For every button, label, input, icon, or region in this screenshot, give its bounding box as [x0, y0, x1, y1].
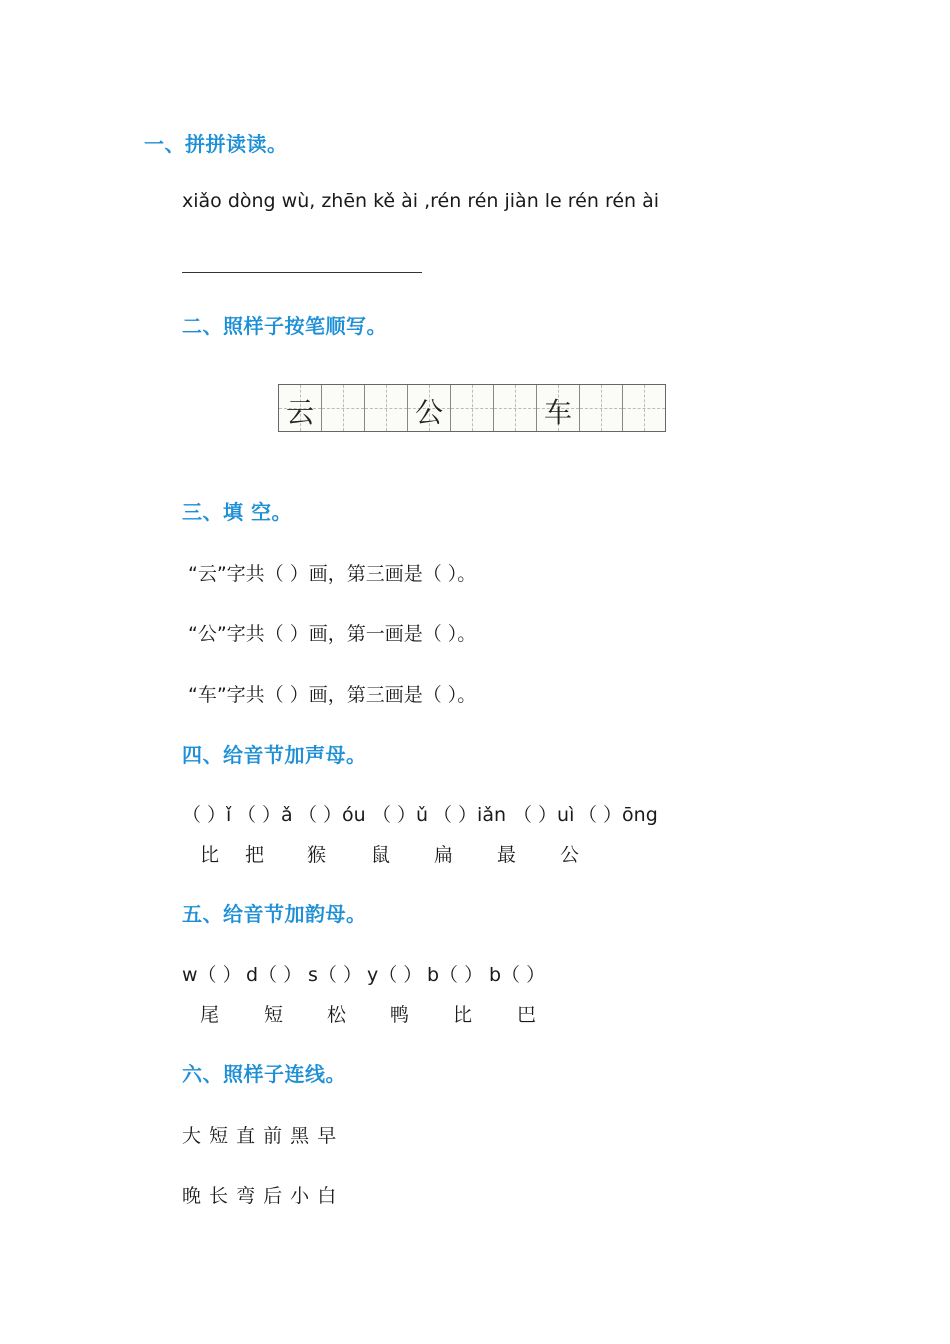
syllable-blank: b（ ）: [427, 964, 484, 986]
grid-char: 车: [543, 396, 572, 429]
section-4-title: 四、给音节加声母。: [182, 743, 367, 767]
hanzi: 公: [560, 844, 580, 866]
hanzi: 鼠: [371, 844, 391, 866]
grid-cell: [365, 385, 408, 431]
syllable-blank: d（ ）: [246, 964, 303, 986]
syllable-blank: b（ ）: [489, 964, 546, 986]
section-1-title: 一、拼拼读读。: [144, 132, 288, 156]
syllable-blank: （ ）ōng: [578, 804, 658, 826]
hanzi: 短: [264, 1004, 284, 1026]
hanzi: 扁: [434, 844, 454, 866]
word-row-2: 晚 长 弯 后 小 白: [182, 1185, 338, 1207]
fill-line-2: “公”字共（ ）画，第一画是（ ）。: [188, 623, 477, 645]
syllable-blank: s（ ）: [308, 964, 362, 986]
hanzi: 比: [200, 844, 220, 866]
hanzi: 松: [327, 1004, 347, 1026]
fill-line-3: “车”字共（ ）画，第三画是（ ）。: [188, 684, 477, 706]
grid-cell: [279, 385, 322, 431]
syllable-blank: （ ）iǎn: [433, 804, 507, 826]
stroke-order-grid: [278, 384, 666, 432]
syllable-blank: w（ ）: [182, 964, 242, 986]
grid-cell: [451, 385, 494, 431]
hanzi: 鸭: [390, 1004, 410, 1026]
grid-cell: [494, 385, 537, 431]
grid-cell: [322, 385, 365, 431]
section-2-title: 二、照样子按笔顺写。: [182, 314, 387, 338]
grid-char: 云: [285, 396, 314, 429]
word-row-1: 大 短 直 前 黑 早: [182, 1125, 338, 1147]
hanzi: 尾: [200, 1004, 220, 1026]
grid-cell: [623, 385, 665, 431]
hanzi: 猴: [307, 844, 327, 866]
grid-cell: [580, 385, 623, 431]
hanzi: 把: [245, 844, 265, 866]
syllable-blank: （ ）uì: [513, 804, 575, 826]
section-6-title: 六、照样子连线。: [182, 1062, 346, 1086]
answer-line: [182, 272, 422, 273]
hanzi: 比: [453, 1004, 473, 1026]
section-5-title: 五、给音节加韵母。: [182, 902, 367, 926]
syllable-blank: （ ）óu: [298, 804, 366, 826]
hanzi: 巴: [517, 1004, 537, 1026]
grid-cell: [537, 385, 580, 431]
section-3-title: 三、填 空。: [182, 500, 292, 524]
hanzi: 最: [497, 844, 517, 866]
syllable-blank: （ ）ǎ: [237, 804, 293, 826]
fill-line-1: “云”字共（ ）画，第三画是（ ）。: [188, 563, 477, 585]
pinyin-sentence: xiǎo dòng wù, zhēn kě ài ,rén rén jiàn le rén rén ài: [182, 190, 660, 212]
grid-char: 公: [414, 396, 443, 429]
grid-cell: [408, 385, 451, 431]
syllable-blank: y（ ）: [367, 964, 423, 986]
syllable-blank: （ ）ǔ: [372, 804, 429, 826]
syllable-blank: （ ）ǐ: [182, 804, 232, 826]
